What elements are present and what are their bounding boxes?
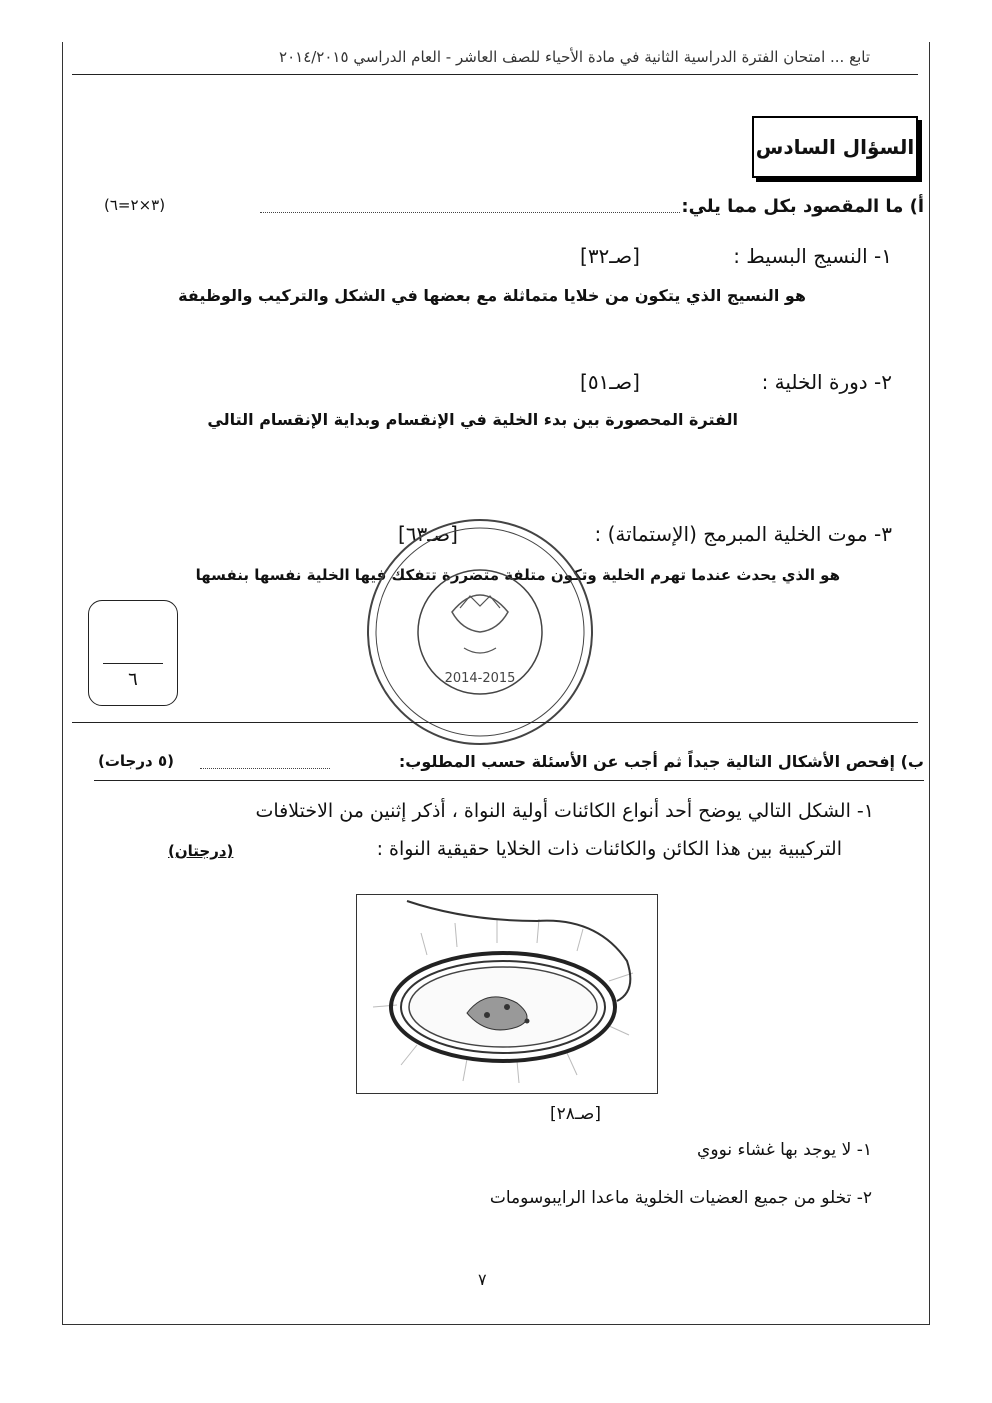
- part-a-title: أ) ما المقصود بكل مما يلي:: [681, 196, 924, 217]
- bacterium-figure: [356, 894, 658, 1094]
- exam-header: تابع ... امتحان الفترة الدراسية الثانية في مادة الأحياء للصف العاشر - العام الدراسي ٢٠١٤/٢٠١٥: [279, 48, 870, 66]
- item-1-answer: هو النسيج الذي يتكون من خلايا متماثلة مع بعضها في الشكل والتركيب والوظيفة: [178, 286, 806, 305]
- part-a-marks: (٣×٢=٦): [104, 196, 166, 214]
- part-b-marks: (٥ درجات): [98, 752, 174, 770]
- bacterium-illustration: [357, 895, 657, 1093]
- score-value: ٦: [128, 669, 138, 690]
- q1-line-2: التركيبية بين هذا الكائن والكائنات ذات الخلايا حقيقية النواة :: [376, 838, 842, 860]
- part-b-dots: [200, 754, 330, 769]
- part-a-dots: [260, 198, 680, 213]
- item-3-answer: هو الذي يحدث عندما تهرم الخلية وتكون متلفة متضررة تتفكك فيها الخلية نفسها بنفسها: [195, 566, 840, 584]
- score-divider: [103, 663, 163, 664]
- q1-marks: (درجتان): [168, 842, 234, 860]
- q1-line-1: ١- الشكل التالي يوضح أحد أنواع الكائنات أولية النواة ، أذكر إثنين من الاختلافات: [255, 800, 874, 822]
- part-b-underline: [94, 780, 924, 781]
- figure-ref: [صـ٢٨]: [550, 1104, 601, 1124]
- section-divider: [72, 722, 918, 723]
- answer-1: ١- لا يوجد بها غشاء نووي: [697, 1140, 872, 1160]
- item-3-ref: [صـ٦٣]: [398, 522, 458, 546]
- ministry-stamp: [360, 512, 600, 752]
- item-2-answer: الفترة المحصورة بين بدء الخلية في الإنقسام وبداية الإنقسام التالي: [207, 410, 738, 429]
- page-number: ٧: [478, 1270, 487, 1289]
- part-b-title: ب) إفحص الأشكال التالية جيداً ثم أجب عن الأسئلة حسب المطلوب:: [398, 752, 924, 771]
- question-title: السؤال السادس: [755, 135, 915, 159]
- item-2-term: ٢- دورة الخلية :: [761, 370, 892, 394]
- header-rule: [72, 74, 918, 75]
- answer-2: ٢- تخلو من جميع العضيات الخلوية ماعدا الرايبوسومات: [489, 1188, 872, 1208]
- score-box: [88, 600, 178, 706]
- question-title-box: [752, 116, 918, 178]
- item-1-term: ١- النسيج البسيط :: [733, 244, 892, 268]
- item-3-term: ٣- موت الخلية المبرمج (الإستماتة) :: [594, 522, 892, 546]
- item-1-ref: [صـ٣٢]: [580, 244, 640, 268]
- item-2-ref: [صـ٥١]: [580, 370, 640, 394]
- stamp-year: 2014-2015: [444, 671, 516, 686]
